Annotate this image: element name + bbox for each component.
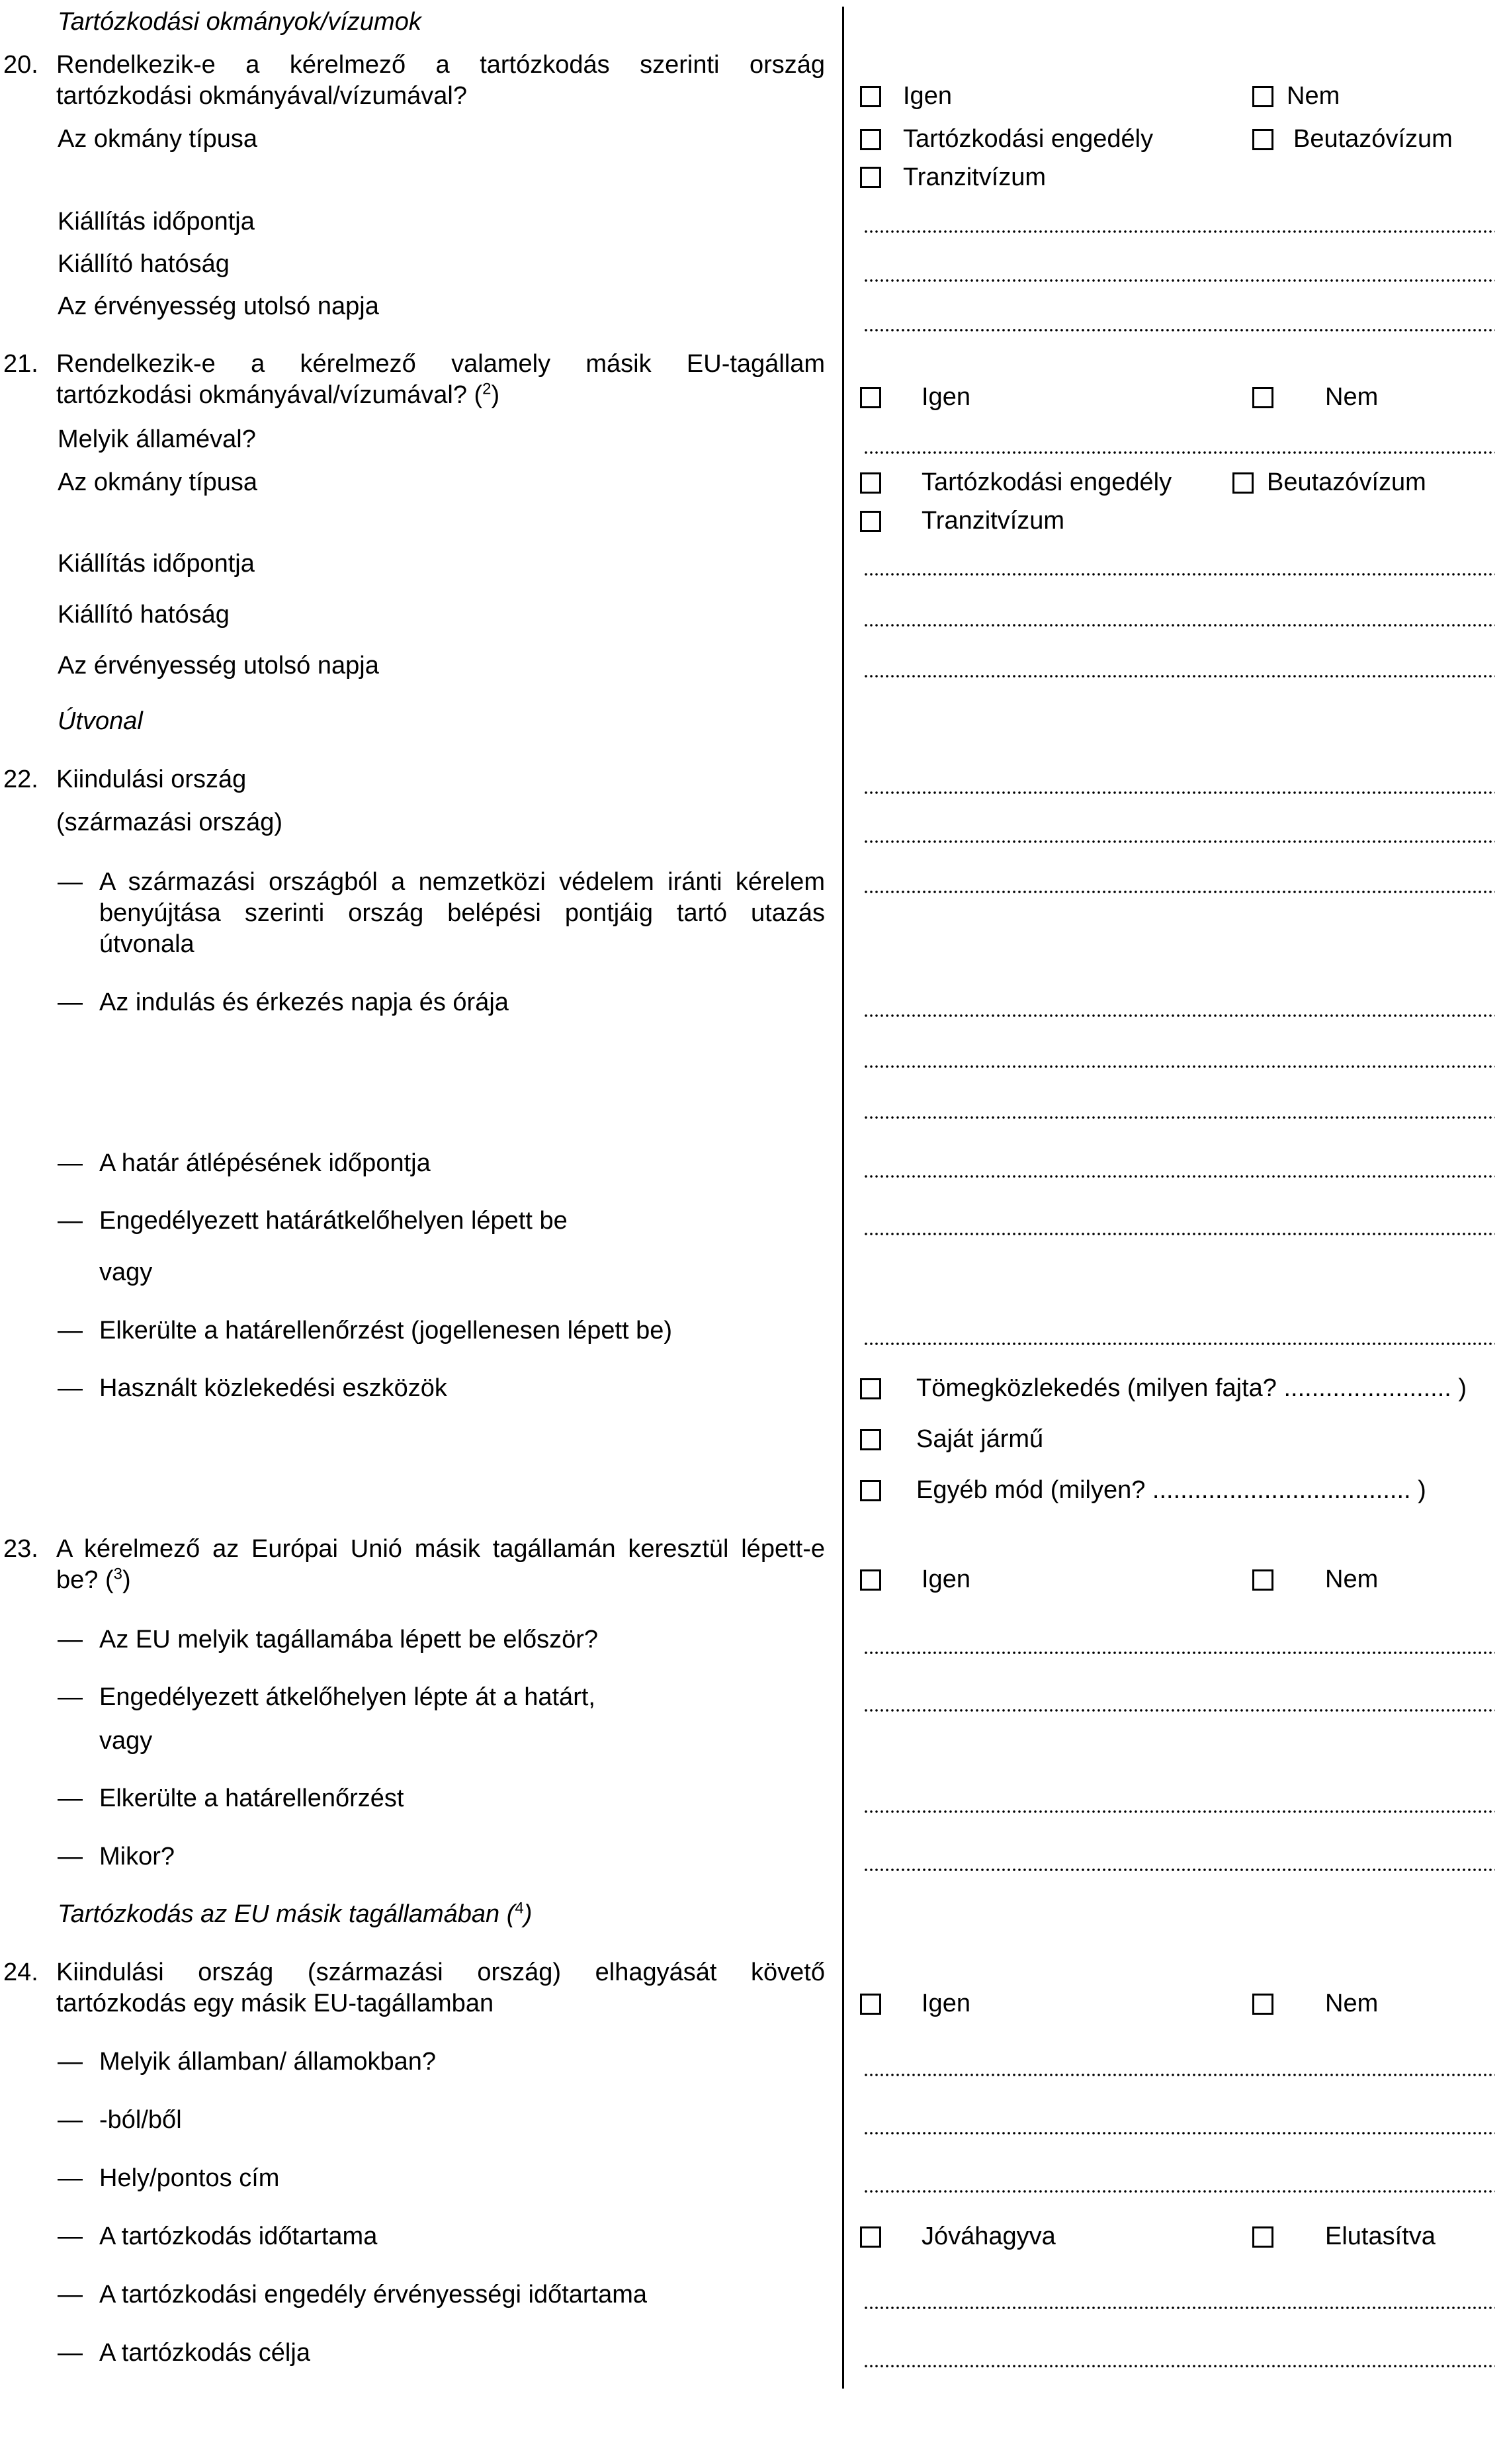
q24-purpose-field[interactable] [863, 2365, 1495, 2367]
q23-igen-label: Igen [922, 1565, 970, 1593]
q22-avoided-control-field[interactable] [863, 1342, 1495, 1345]
q24-rejected-checkbox[interactable] [1252, 2226, 1273, 2248]
q22-border-crossing-label: A határ átlépésének időpontja [99, 1149, 431, 1177]
q23-or-label: vagy [99, 1727, 153, 1755]
q21-number: 21. [3, 350, 38, 378]
q23-when-dash: — [58, 1843, 83, 1870]
q24-rejected-label: Elutasítva [1325, 2222, 1436, 2250]
q21-residence-permit-label: Tartózkodási engedély [922, 468, 1172, 496]
q24-duration-dash: — [58, 2222, 83, 2250]
q24-nem-checkbox[interactable] [1252, 1994, 1273, 2015]
q20-expiry-field[interactable] [863, 329, 1495, 331]
q21-which-state-label: Melyik államéval? [58, 425, 256, 453]
q24-duration-label: A tartózkodás időtartama [99, 2222, 378, 2250]
q21-igen-checkbox[interactable] [860, 387, 881, 408]
q20-transit-visa-checkbox[interactable] [860, 167, 881, 188]
q20-question: Rendelkezik-e a kérelmező a tartózkodás szerinti ország tartózkodási okmányával/vízumával? [56, 51, 825, 110]
q20-expiry-label: Az érvényesség utolsó napja [58, 292, 379, 320]
q22-origin-country-label: (származási ország) [56, 809, 283, 836]
q22-route-label: A származási országból a nemzetközi védelem iránti kérelem benyújtása szerinti ország belépési pontjáig tartó utazás útvonala [99, 868, 825, 958]
q23-nem-checkbox[interactable] [1252, 1569, 1273, 1591]
q21-nem-label: Nem [1325, 383, 1379, 411]
q22-own-vehicle-checkbox[interactable] [860, 1429, 881, 1450]
q20-residence-permit-checkbox[interactable] [860, 129, 881, 150]
q23-question: A kérelmező az Európai Unió másik tagállamán keresztül lépett-e be? ($^3$) [56, 1535, 825, 1594]
q24-igen-checkbox[interactable] [860, 1994, 881, 2015]
q21-authority-label: Kiállító hatóság [58, 601, 230, 629]
q21-issue-date-label: Kiállítás időpontja [58, 550, 255, 578]
q23-crossing-label: Engedélyezett átkelőhelyen lépte át a határt, [99, 1683, 595, 1711]
section-heading-documents: Tartózkodási okmányok/vízumok [58, 8, 421, 36]
q23-avoided-dash: — [58, 1784, 83, 1812]
q20-number: 20. [3, 51, 38, 79]
q24-states-field[interactable] [863, 2074, 1495, 2076]
q22-border-crossing-field[interactable] [863, 1175, 1495, 1178]
q22-avoided-control-label: Elkerülte a határellenőrzést (jogellenesen lépett be) [99, 1317, 673, 1344]
q24-address-field[interactable] [863, 2190, 1495, 2193]
q23-crossing-field[interactable] [863, 1709, 1495, 1712]
q24-number: 24. [3, 1958, 38, 1986]
q22-other-mode-label: Egyéb mód (milyen? ..................................... ) [916, 1476, 1426, 1504]
q22-authorised-entry-field[interactable] [863, 1233, 1495, 1235]
q20-entry-visa-checkbox[interactable] [1252, 129, 1273, 150]
q22-transport-label: Használt közlekedési eszközök [99, 1374, 447, 1402]
q21-expiry-label: Az érvényesség utolsó napja [58, 652, 379, 680]
section-heading-route: Útvonal [58, 707, 143, 735]
q22-dates-field-2[interactable] [863, 1065, 1495, 1068]
q24-states-dash: — [58, 2048, 83, 2076]
q21-nem-checkbox[interactable] [1252, 387, 1273, 408]
q22-or-label: vagy [99, 1258, 153, 1286]
q20-issue-date-field[interactable] [863, 230, 1495, 233]
q20-transit-visa-label: Tranzitvízum [903, 163, 1047, 191]
q22-dates-label: Az indulás és érkezés napja és órája [99, 989, 509, 1016]
q24-permit-validity-dash: — [58, 2281, 83, 2309]
q24-igen-label: Igen [922, 1990, 970, 2017]
q20-residence-permit-label: Tartózkodási engedély [903, 125, 1154, 153]
q24-address-label: Hely/pontos cím [99, 2164, 280, 2192]
q22-route-field[interactable] [863, 891, 1495, 893]
q20-doc-type-label: Az okmány típusa [58, 125, 258, 153]
q24-permit-validity-label: A tartózkodási engedély érvényességi időtartama [99, 2281, 648, 2309]
q22-origin-country-field[interactable] [863, 840, 1495, 843]
q22-avoided-dash: — [58, 1317, 83, 1344]
section-heading-stay: Tartózkodás az EU másik tagállamában ($^4$) [58, 1899, 533, 1928]
q24-permit-validity-field[interactable] [863, 2307, 1495, 2309]
q22-route-dash: — [58, 868, 83, 896]
q24-approved-label: Jóváhagyva [922, 2222, 1056, 2250]
q24-from-label: -ból/ből [99, 2106, 182, 2134]
q20-issue-date-label: Kiállítás időpontja [58, 208, 255, 236]
q22-dates-field-3[interactable] [863, 1116, 1495, 1119]
q21-entry-visa-checkbox[interactable] [1232, 472, 1254, 494]
q22-authorised-entry-label: Engedélyezett határátkelőhelyen lépett be [99, 1207, 568, 1235]
q22-dates-field-1[interactable] [863, 1014, 1495, 1017]
q23-number: 23. [3, 1535, 38, 1563]
q20-igen-label: Igen [903, 82, 952, 110]
q23-avoided-control-label: Elkerülte a határellenőrzést [99, 1784, 404, 1812]
q20-entry-visa-label: Beutazóvízum [1293, 125, 1453, 153]
q24-address-dash: — [58, 2164, 83, 2192]
q21-expiry-field[interactable] [863, 675, 1495, 678]
q21-igen-label: Igen [922, 383, 970, 411]
q22-departure-country-label: Kiindulási ország [56, 766, 247, 793]
q24-purpose-dash: — [58, 2339, 83, 2367]
q24-from-dash: — [58, 2106, 83, 2134]
q22-other-mode-checkbox[interactable] [860, 1480, 881, 1501]
q20-authority-field[interactable] [863, 279, 1495, 282]
q23-avoided-control-field[interactable] [863, 1810, 1495, 1813]
q21-entry-visa-label: Beutazóvízum [1267, 468, 1426, 496]
q21-transit-visa-checkbox[interactable] [860, 511, 881, 532]
q21-transit-visa-label: Tranzitvízum [922, 507, 1065, 535]
q22-number: 22. [3, 766, 38, 793]
q22-public-transport-checkbox[interactable] [860, 1378, 881, 1399]
q20-nem-label: Nem [1287, 82, 1340, 110]
q22-departure-country-field[interactable] [863, 791, 1495, 794]
q20-nem-checkbox[interactable] [1252, 86, 1273, 107]
q22-border-dash: — [58, 1149, 83, 1177]
q24-from-field[interactable] [863, 2132, 1495, 2134]
q24-question: Kiindulási ország (származási ország) elhagyását követő tartózkodás egy másik EU-tagállamban [56, 1958, 825, 2017]
q23-first-state-field[interactable] [863, 1651, 1495, 1654]
q23-first-state-label: Az EU melyik tagállamába lépett be először? [99, 1626, 599, 1653]
q21-which-state-field[interactable] [863, 451, 1495, 454]
q23-nem-label: Nem [1325, 1565, 1379, 1593]
q23-when-label: Mikor? [99, 1843, 175, 1870]
q20-authority-label: Kiállító hatóság [58, 250, 230, 278]
q24-approved-checkbox[interactable] [860, 2226, 881, 2248]
q22-dates-dash: — [58, 989, 83, 1016]
q21-residence-permit-checkbox[interactable] [860, 472, 881, 494]
q23-first-state-dash: — [58, 1626, 83, 1653]
q20-igen-checkbox[interactable] [860, 86, 881, 107]
q22-authorised-dash: — [58, 1207, 83, 1235]
q21-doc-type-label: Az okmány típusa [58, 468, 258, 496]
q22-own-vehicle-label: Saját jármű [916, 1425, 1044, 1453]
q23-crossing-dash: — [58, 1683, 83, 1711]
q21-authority-field[interactable] [863, 624, 1495, 627]
q23-igen-checkbox[interactable] [860, 1569, 881, 1591]
column-divider [842, 7, 844, 2389]
q22-public-transport-label: Tömegközlekedés (milyen fajta? ........................ ) [916, 1374, 1467, 1402]
q21-question: Rendelkezik-e a kérelmező valamely másik EU-tagállam tartózkodási okmányával/vízumával? ($^2$) [56, 350, 825, 409]
q24-nem-label: Nem [1325, 1990, 1379, 2017]
q24-purpose-label: A tartózkodás célja [99, 2339, 310, 2367]
q23-when-field[interactable] [863, 1869, 1495, 1871]
q24-states-label: Melyik államban/ államokban? [99, 2048, 437, 2076]
q22-transport-dash: — [58, 1374, 83, 1402]
q21-issue-date-field[interactable] [863, 573, 1495, 576]
